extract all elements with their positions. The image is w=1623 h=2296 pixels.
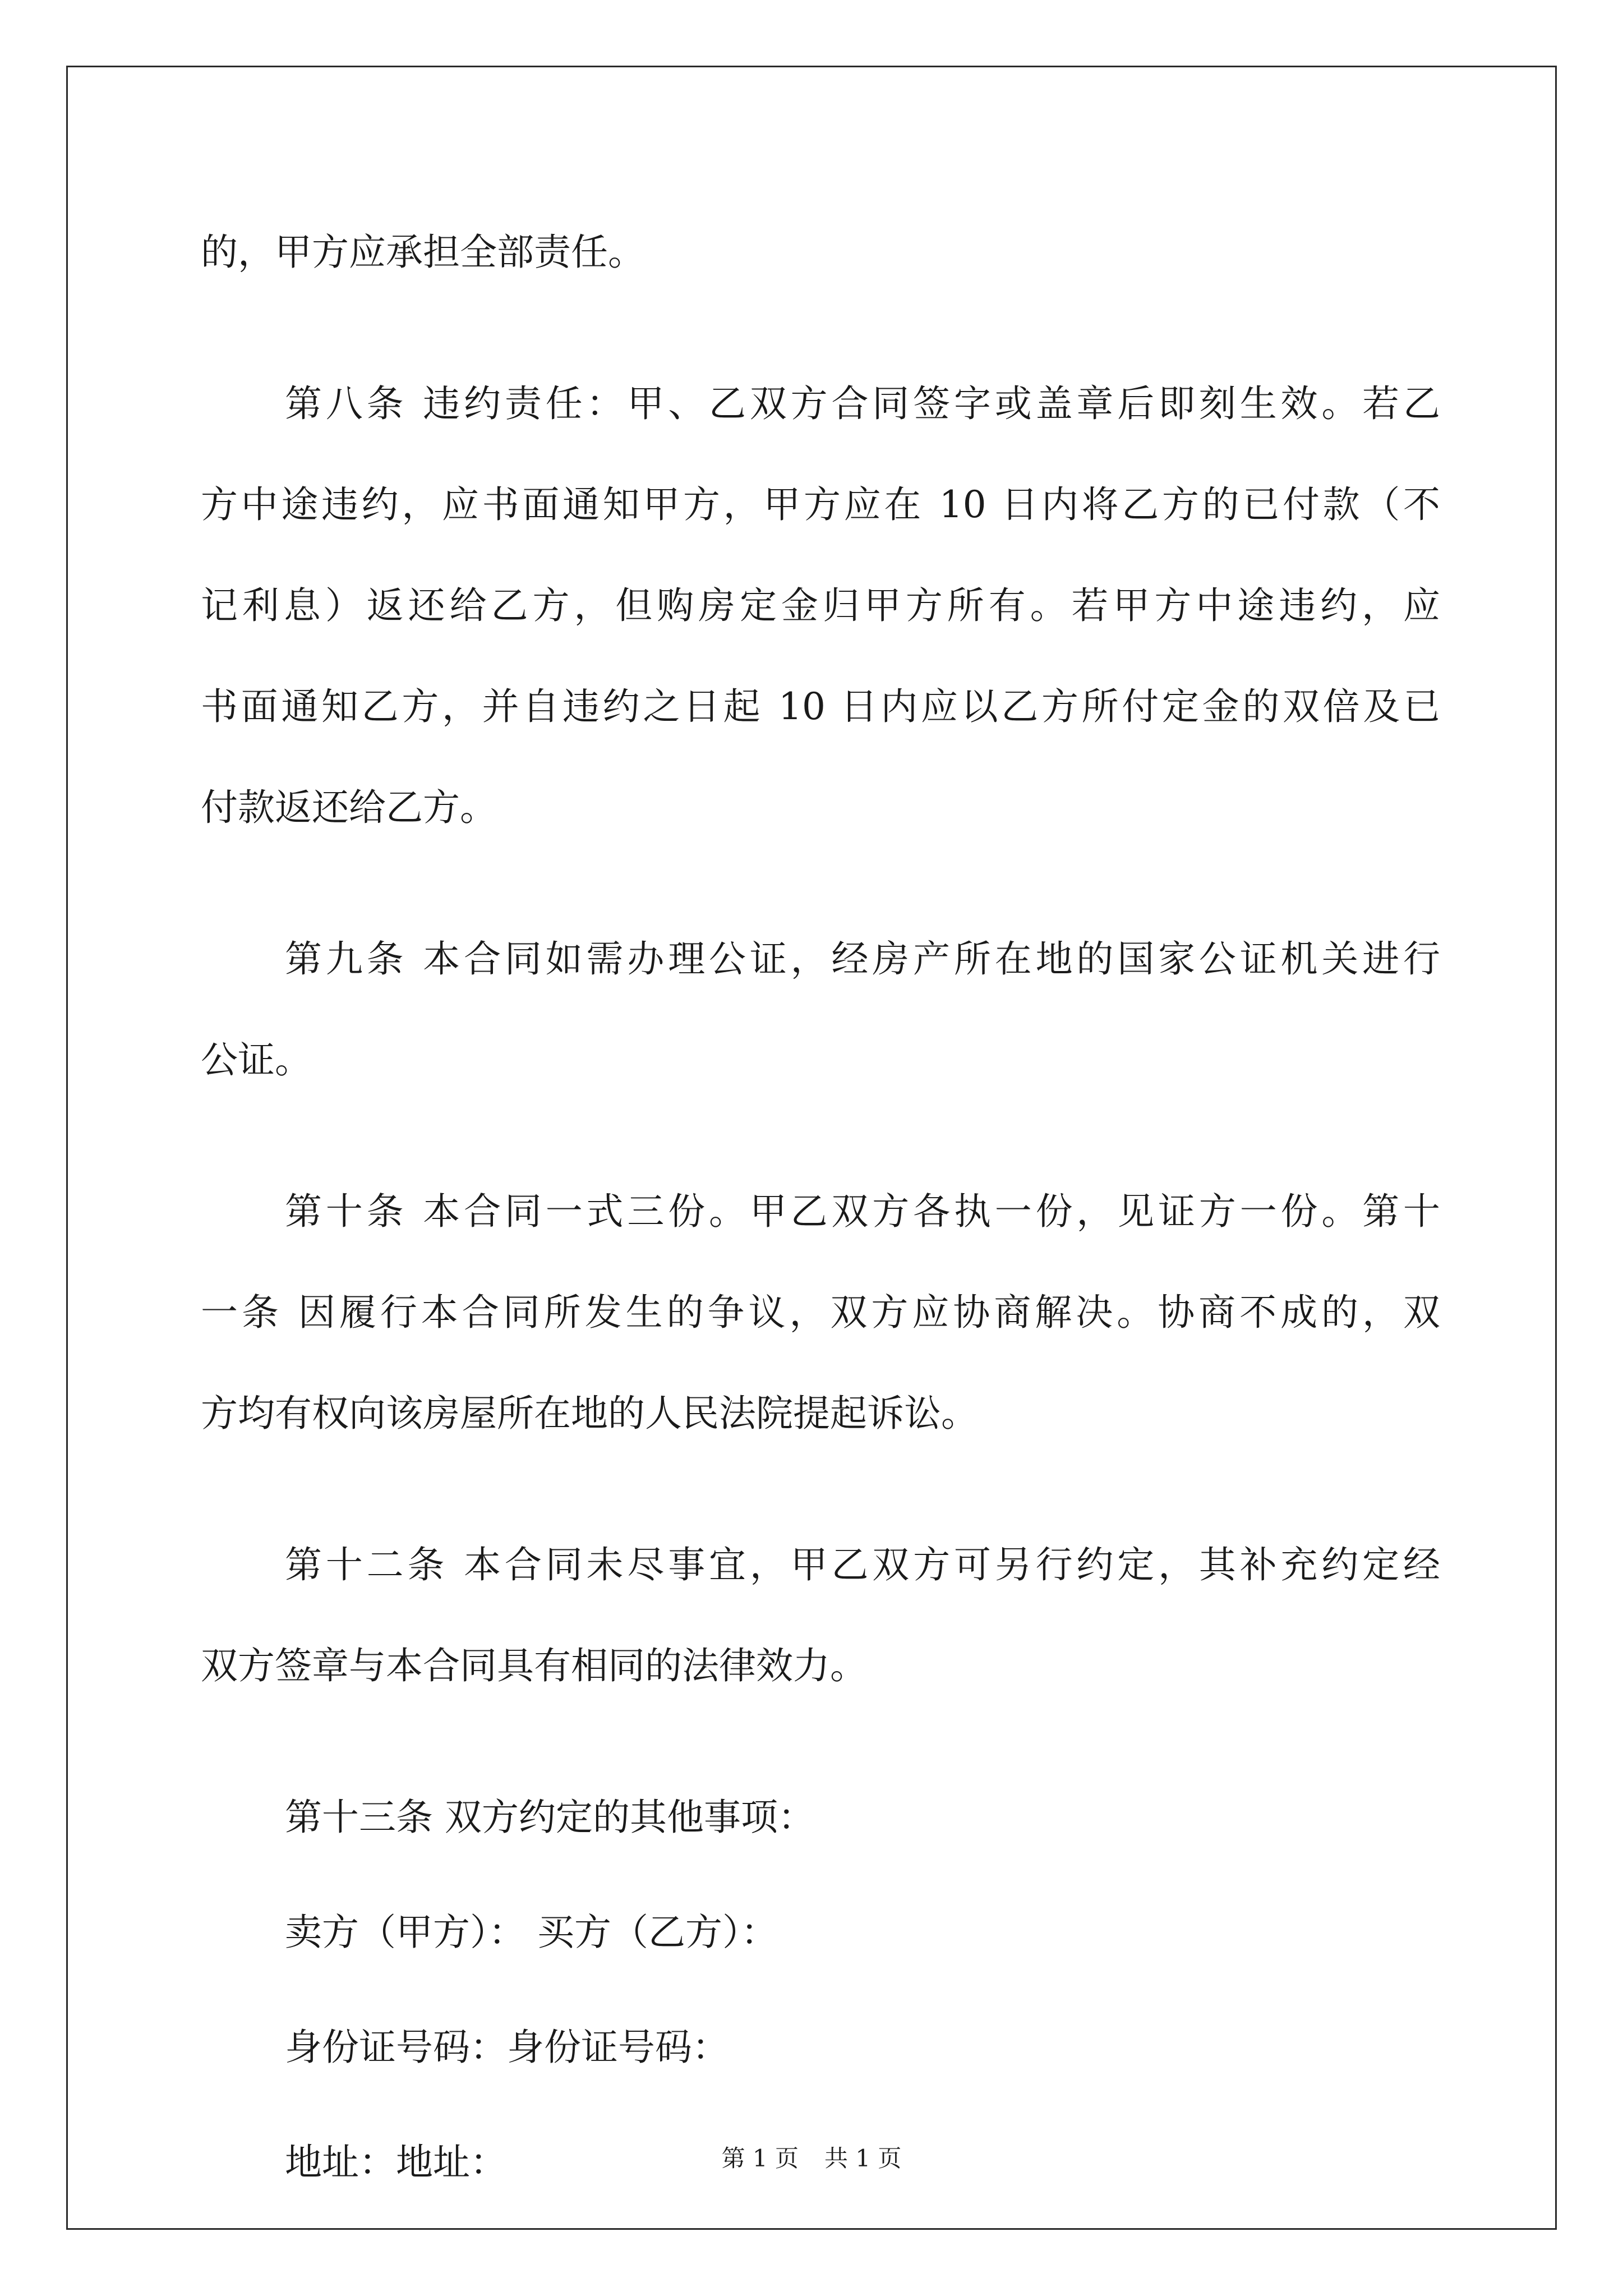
seller-buyer-label: 卖方（甲方）： 买方（乙方）： [285, 1911, 778, 1954]
clause-9-line: 第九条 本合同如需办理公证，经房产所在地的国家公证机关进行 [285, 937, 1440, 981]
clause-10-line: 第十条 本合同一式三份。甲乙双方各执一份，见证方一份。第十 [285, 1190, 1440, 1233]
text-line: 公证。 [201, 1038, 312, 1082]
address-label: 地址：地址： [285, 2141, 507, 2184]
page-footer [0, 2142, 1623, 2175]
id-number-label: 身份证号码：身份证号码： [285, 2026, 729, 2069]
text-line: 付款返还给乙方。 [201, 786, 497, 829]
clause-11-line: 一条 因履行本合同所发生的争议，双方应协商解决。协商不成的，双 [201, 1291, 1440, 1334]
text-line: 方均有权向该房屋所在地的人民法院提起诉讼。 [201, 1392, 978, 1435]
text-line: 的，甲方应承担全部责任。 [201, 231, 645, 274]
text-line: 方中途违约，应书面通知甲方，甲方应在 10 日内将乙方的已付款（不 [201, 483, 1440, 526]
page-number-total: 共 1 页 [824, 2145, 902, 2172]
page-number-current: 第 1 页 [721, 2145, 799, 2172]
clause-8-line: 第八条 违约责任：甲、乙双方合同签字或盖章后即刻生效。若乙 [285, 382, 1440, 425]
text-line: 书面通知乙方，并自违约之日起 10 日内应以乙方所付定金的双倍及已 [201, 685, 1440, 728]
text-line: 双方签章与本合同具有相同的法律效力。 [201, 1644, 867, 1687]
text-line: 记利息）返还给乙方，但购房定金归甲方所有。若甲方中途违约，应 [201, 584, 1440, 627]
clause-12-line: 第十二条 本合同未尽事宜，甲乙双方可另行约定，其补充约定经 [285, 1543, 1440, 1586]
clause-13-line: 第十三条 双方约定的其他事项： [285, 1796, 815, 1839]
